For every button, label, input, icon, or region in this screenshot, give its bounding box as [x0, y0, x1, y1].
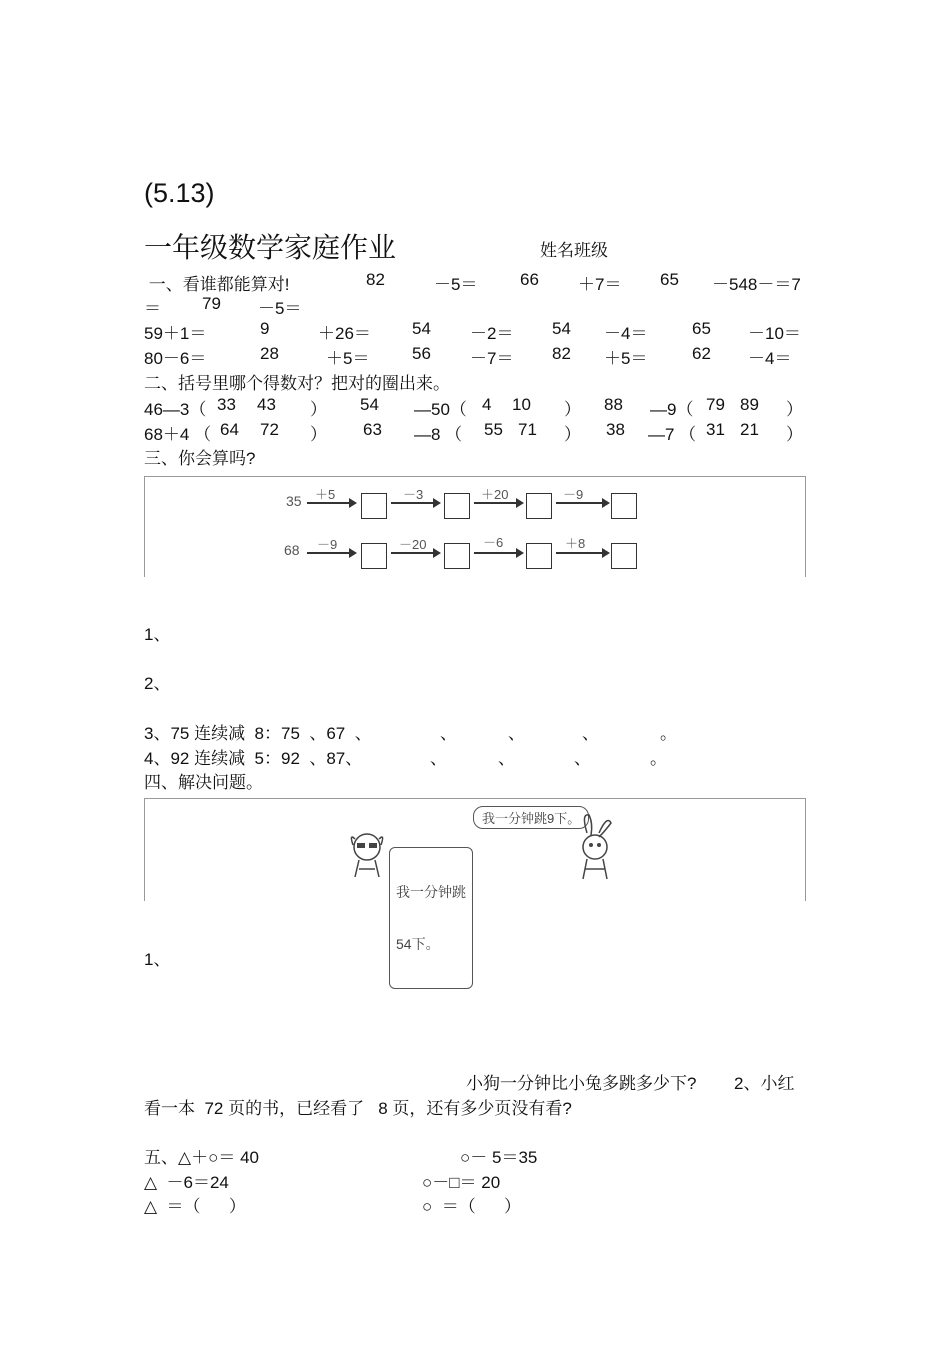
sec5-line3-left: △ ＝（ ） [144, 1197, 246, 1216]
sec1-r2-c6: 54 [552, 319, 571, 338]
sec3-q4-sep-1: 、 [430, 749, 447, 768]
sec3-q4: 4、92 连续减 5：92 、87、 [144, 749, 363, 768]
sec1-r1-c2: －5＝ [434, 275, 478, 294]
chain2-answer-box-3[interactable] [526, 543, 552, 569]
sec1-r3-c2: 28 [260, 344, 279, 363]
sec2-r1-c13: 89 [740, 395, 759, 414]
sec3-q3-sep-3: 、 [582, 724, 599, 743]
chain2-answer-box-2[interactable] [444, 543, 470, 569]
sec1-r1b-c2: 79 [202, 294, 221, 313]
sec2-r1-c2: 33 [217, 395, 236, 414]
sec1-r3-c3: ＋5＝ [326, 349, 370, 368]
sec3-q3-sep-4: 。 [660, 724, 677, 743]
sec1-r2-c9: －10＝ [748, 324, 801, 343]
sec1-r3-c5: －7＝ [470, 349, 514, 368]
sec4-q2-start: 2、小红 [734, 1074, 795, 1093]
chain1-answer-box-4[interactable] [611, 493, 637, 519]
sec3-q2: 2、 [144, 674, 171, 693]
section3-heading: 三、你会算吗? [144, 449, 256, 468]
sec2-r2-c3: 72 [260, 420, 279, 439]
sec5-line2-right: ○－□＝ 20 [422, 1173, 501, 1192]
sec3-q4-sep-2: 、 [498, 749, 515, 768]
right-speech-bubble: 我一分钟跳9下。 [473, 806, 589, 829]
sec2-r2-c9: ） [564, 425, 581, 444]
puppy-illustration [345, 829, 393, 881]
sec1-r2-c5: －2＝ [470, 324, 514, 343]
sec1-r1-c3: 66 [520, 270, 539, 289]
chain2-op-3: －6 [483, 535, 504, 550]
sec3-q3-sep-2: 、 [508, 724, 525, 743]
sec3-q3-sep-1: 、 [440, 724, 457, 743]
sec1-r2-c7: －4＝ [604, 324, 648, 343]
left-speech-bubble [389, 847, 473, 989]
chain2-answer-box-4[interactable] [611, 543, 637, 569]
sec2-r1-c7: 4 [482, 395, 492, 414]
chain2-arrow-3 [474, 552, 522, 554]
sec1-r3-c6: 82 [552, 344, 571, 363]
sec5-line3-right: ○ ＝（ ） [422, 1197, 522, 1216]
sec2-r2-c6: —8 （ [414, 425, 463, 444]
sec2-r2-c8: 71 [518, 420, 537, 439]
chain1-answer-box-2[interactable] [444, 493, 470, 519]
chain2-op-2: －20 [399, 537, 427, 552]
left-bubble-line-2: 54下。 [396, 936, 440, 952]
sec1-r2-c2: 9 [260, 319, 270, 338]
chain2-op-4: ＋8 [565, 536, 586, 551]
sec3-q4-sep-3: 、 [574, 749, 591, 768]
sec3-q3: 3、75 连续减 8：75 、67 、 [144, 724, 372, 743]
chain1-start: 35 [286, 493, 302, 509]
sec2-r1-c1: 46—3（ [144, 400, 207, 419]
sec5-line1-left: 五、△＋○＝ 40 [144, 1148, 259, 1167]
section4-heading: 四、解决问题。 [144, 773, 263, 792]
left-bubble-line-1: 我一分钟跳 [396, 884, 466, 900]
sec2-r2-c13: 21 [740, 420, 759, 439]
sec4-q1: 1、 [144, 950, 171, 969]
chain2-start: 68 [284, 542, 300, 558]
sec1-r1-c6: －548－＝7 [712, 275, 801, 294]
sec2-r2-c14: ） [786, 425, 803, 444]
chain2-answer-box-1[interactable] [361, 543, 387, 569]
chain2-arrow-4 [556, 552, 608, 554]
calc-chain-figure [144, 476, 806, 577]
sec2-r1-c8: 10 [512, 395, 531, 414]
sec2-r1-c14: ） [786, 400, 803, 419]
sec2-r1-c10: 88 [604, 395, 623, 414]
sec2-r1-c12: 79 [706, 395, 725, 414]
sec1-r3-c4: 56 [412, 344, 431, 363]
sec2-r2-c10: 38 [606, 420, 625, 439]
page-title: 一年级数学家庭作业 [144, 231, 397, 264]
sec4-q1-text: 小狗一分钟比小兔多跳多少下? [466, 1074, 697, 1093]
sec2-r2-c4: ） [310, 425, 327, 444]
sec3-q4-sep-4: 。 [650, 749, 667, 768]
sec1-r1-c5: 65 [660, 270, 679, 289]
section2-heading: 二、括号里哪个得数对？把对的圈出来。 [144, 374, 450, 393]
sec5-line1-right: ○－ 5＝35 [460, 1148, 538, 1167]
sec2-r1-c4: ） [310, 400, 327, 419]
bunny-illustration [571, 813, 619, 885]
section1-heading: 一、看谁都能算对! [144, 275, 290, 294]
sec1-r2-c8: 65 [692, 319, 711, 338]
sec2-r2-c1: 68＋4 （ [144, 425, 212, 444]
sec3-q1: 1、 [144, 625, 171, 644]
chain1-op-4: －9 [563, 487, 584, 502]
sec1-r3-c1: 80－6＝ [144, 349, 207, 368]
sec2-r2-c2: 64 [220, 420, 239, 439]
homework-date: (5.13) [144, 178, 215, 208]
chain1-answer-box-3[interactable] [526, 493, 552, 519]
chain1-op-1: ＋5 [315, 487, 336, 502]
sec1-r3-c7: ＋5＝ [604, 349, 648, 368]
sec5-line2-left: △ －6＝24 [144, 1173, 229, 1192]
name-class-label: 姓名班级 [540, 241, 608, 260]
chain2-op-1: －9 [317, 537, 338, 552]
sec2-r2-c7: 55 [484, 420, 503, 439]
sec1-r3-c8: 62 [692, 344, 711, 363]
sec1-r1b-c1: ＝ [144, 299, 161, 318]
sec2-r2-c12: 31 [706, 420, 725, 439]
chain1-answer-box-1[interactable] [361, 493, 387, 519]
sec2-r2-c11: —7 （ [648, 425, 697, 444]
chain1-op-3: ＋20 [481, 487, 509, 502]
sec2-r1-c9: ） [564, 400, 581, 419]
sec1-r1-c4: ＋7＝ [578, 275, 622, 294]
sec4-q2-text: 看一本 72 页的书，已经看了 8 页，还有多少页没有看? [144, 1099, 572, 1118]
sec1-r2-c1: 59＋1＝ [144, 324, 207, 343]
sec1-r1-c1: 82 [366, 270, 385, 289]
sec1-r2-c3: ＋26＝ [318, 324, 371, 343]
jump-rope-figure [144, 798, 806, 952]
chain1-op-2: －3 [403, 487, 424, 502]
sec2-r1-c6: —50（ [414, 400, 467, 419]
sec2-r1-c5: 54 [360, 395, 379, 414]
sec2-r1-c3: 43 [257, 395, 276, 414]
sec1-r1b-c3: －5＝ [258, 299, 302, 318]
sec1-r3-c9: －4＝ [748, 349, 792, 368]
sec1-r2-c4: 54 [412, 319, 431, 338]
sec2-r1-c11: —9（ [650, 400, 694, 419]
sec2-r2-c5: 63 [363, 420, 382, 439]
